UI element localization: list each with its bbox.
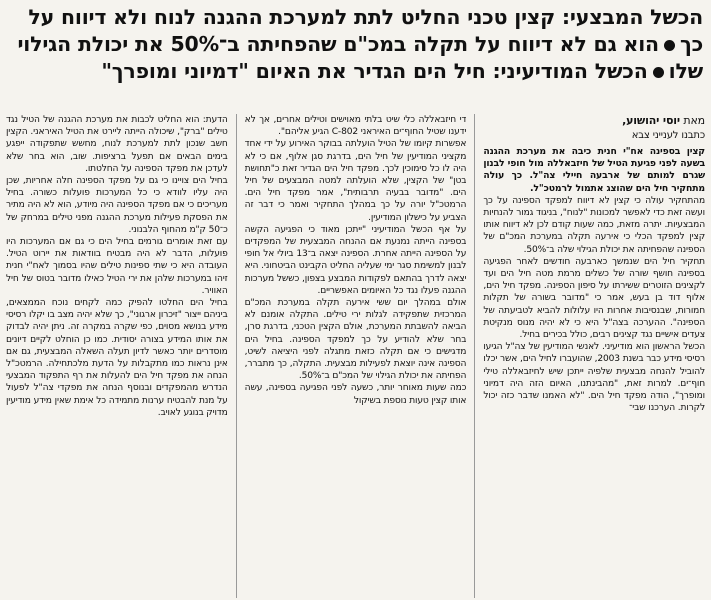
column-divider: [474, 114, 475, 598]
paragraph: אפשרות קיומו של הטיל הועלתה בבוקר האירוע על ידי אחד מקציני המודיעין של חיל הים, בדרגת סגן אלוף, אם כי לא היה לו כל סימוכין לכך. מפקד חיל הים הגדיר זאת כ"תחושת בטן" של הקצין, שלא הועלתה למטה המבצעים של חיל הים. "מדובר בבעיה תרבותית", אמר מפקד חיל הים. הרמטכ"ל יורה על כך במהלך התחקיר ואמר כי דבר זה הצביע על כישלון המודיעין.: [244, 139, 467, 223]
headline-line-3b: הכשל המודיעיני: חיל הים הגדיר את האיום "דמיוני ומופרך": [101, 59, 648, 83]
paragraph: בחיל הים החלטו להפיק כמה לקחים נוכח הממצאים, ביניהם ייצור "זיכרון ארגוני", כך שלא יהיה מצב בו יקלו רסיסי מידע בנושא מסוים, כפי שקרה במקרה זה. ניתן יהיה לבדוק את אותו המידע בצורה יסודית. כמו כן הוחלט לקיים דיונים מוסדרים יותר כאשר לדיון תעלה השאלה המבצעית, גם אם אינן נראות כמו מתקבלות על הדעת מלכתחילה. הרמטכ"ל הנחה את מפקד חיל הים להעלות את רף התפקוד המבצעי הנדרש מהמפקדים ובנוסף הנחה את מפקדי צה"ל לפעול על מנת להבטיח ערנות מתמידה כל אימת שאין מידע מודיעין מדויק בנוגע לאויב.: [5, 298, 228, 418]
column-2: [245, 114, 467, 598]
paragraph: תחקיר חיל הים שנמשך כארבעה חודשים לאחר הפגיעה בספינה חושף שורה של כשלים מרמת מטה חיל הים ועד לקצינים הזוטרים ששירתו על סיפון הספינה. מפקד חיל הים, אלוף דוד בן בעש, אמר כי "מדובר בשורה של תקלות חמורות, שבנסיבות אחרות היו עלולות להביא לטביעתה של הספינה". ההערכה בצה"ל היא כי לא יהיה מנוס מנקיטת צעדים אישיים נגד קצינים רבים, כולל בכירים בחיל.: [483, 256, 705, 341]
column-3: [6, 114, 228, 598]
byline: [483, 114, 705, 128]
headline-line-3: [8, 58, 703, 85]
headline-line-2: [8, 31, 703, 58]
paragraph: בחיל הים צויינו כי גם על מפקד הספינה חלה אחריות, שכן היה עליו לוודא כי כל המערכות פועלות כשורה. בחיל מעריכים כי אם מפקד הספינה היה מיודע, הוא לא היה מתיר את הפסקת פעילות מערכת ההגנה מפני טילים במרחק של כ־50 ק"מ מהחוף הלבנוני.: [5, 176, 228, 235]
column-1: [483, 114, 705, 598]
headline-line-2a: כך: [679, 32, 703, 56]
headline-line-1: הכשל המבצעי: קצין טכני החליט לתת למערכת ההגנה לנוח ולא דיווח על: [28, 5, 703, 29]
headline-line-3a: שלו: [668, 59, 703, 83]
byline-role: כתבנו לענייני צבא: [631, 130, 705, 141]
byline-prefix: מאת: [683, 114, 705, 127]
paragraph: אולם במהלך יום ששי אירעה תקלה במערכת המכ"ם המרכזית שתפקידה לגלות ירי טילים. התקלה אומנם לא הביאה להשבתת המערכת, אולם הקצין הטכני, בדרגת סרן, בחר שלא להודיע על כך למפקד הספינה. בחיל הים מדגישים כי אם תקלה כזאת מתגלה לפני היציאה לשיט, הספינה אינה יוצאת לפעילות מבצעית. התקלה, כך מתברר, הפחיתה את יכולת הגילוי של המכ"ם ב־50%.: [244, 298, 467, 382]
byline-author: יוסי יהושוע,: [622, 114, 681, 127]
paragraph: די חיזבאללה כלי שיט בלתי מאוישים וטילים אחרים, אך לא ידענו שטיל החוף־ים האיראני C-802 הגיע אליהם".: [244, 115, 467, 138]
bullet-icon: [664, 40, 675, 51]
paragraph: הדעת: הוא החליט לכבות את מערכת ההגנה של הטיל נגד טילים "ברק", שיכולה הייתה ליירט את הטיל האיראני. הקצין חשב שנכון לתת למערכת לנוח, מחשש שתפקודה ייפגע בימים הבאים אם תפעל ברציפות. שוב, הוא בחר שלא לעדכן את מפקד הספינה על החלטתו.: [5, 115, 228, 174]
bullet-icon: [653, 67, 664, 78]
paragraph: כמה שעות מאוחר יותר, כשעה לפני הפגיעה בספינה, עשה אותו קצין טעות נוספת בשיקול: [244, 383, 467, 406]
paragraph: הכשל הראשון הוא מודיעיני. לאנשי המודיעין של צה"ל הגיעו רסיסי מידע כבר בשנת 2003, שהועברו לחיל הים, אשר יכלו להוביל להנחה מבצעית שלפיה ייתכן שיש לחיזבאללה טילי חוף־ים. למרות זאת, "מהבינתנו, האיום הזה היה דמיוני ומופרך", הודה מפקד חיל הים. "לא האמנו שדבר כזה יכול לקרות. הערכנו שבי־: [483, 342, 705, 414]
headline: [8, 4, 703, 85]
column-divider: [236, 114, 237, 598]
lead-paragraph: קצין בספינה אח"י חנית כיבה את מערכת ההגנה בשעה לפני פגיעת הטיל של חיזבאללה מול חופי לבנון שגרם למותם של ארבעה חיילי צה"ל. כך עולה מתחקיר חיל הים שהוצג אתמול לרמטכ"ל.: [483, 146, 705, 194]
article-columns: [6, 114, 705, 598]
paragraph: עם זאת אומרים גורמים בחיל הים כי גם אם המערכות היו פועלות, הדבר לא היה מבטיח בוודאות את יירוט הטיל. העובדה היא כי שתי ספינות טילים שהיו בסמוך לאח"י חנית זיהו במערכות שלהן את ירי הטיל כאילו מדובר בטוס של חיל האוויר.: [5, 237, 228, 296]
paragraph: על אף הכשל המודיעיני "ייתכן מאוד כי הפגיעה הקשה בספינה הייתה נמנעת אם ההנחה המבצעית של המפקדים על הספינה הייתה אחרת. הספינה יצאה ב־13 ביולי אל חופי לבנון למשימת סגר ימי שעליה החליט הקבינט הביטחוני. היא יצאה לדרך בהתאם לפקודות המבצע בצפון, כששל מערכות ההגנה פעלו נגד כל האיומים האפשריים.: [244, 224, 467, 296]
paragraph: מהתחקיר עולה כי קצין לא דיווח למפקד הספינה על כך ועשה זאת כדי לאפשר למכונות "לנוח", בניגוד גמור להנחיות המבצעיות. יתרה מזאת, כמה שעות קודם לכן לא דיווח אותו קצין למפקד הכלי כי אירעה תקלה במערכת המכ"ם של הספינה שהפחיתה את יכולת הגילוי שלה ב־50%.: [483, 195, 705, 255]
headline-line-2b: הוא גם לא דיווח על תקלה במכ"ם שהפחיתה ב־50% את יכולת הגילוי: [17, 32, 659, 56]
